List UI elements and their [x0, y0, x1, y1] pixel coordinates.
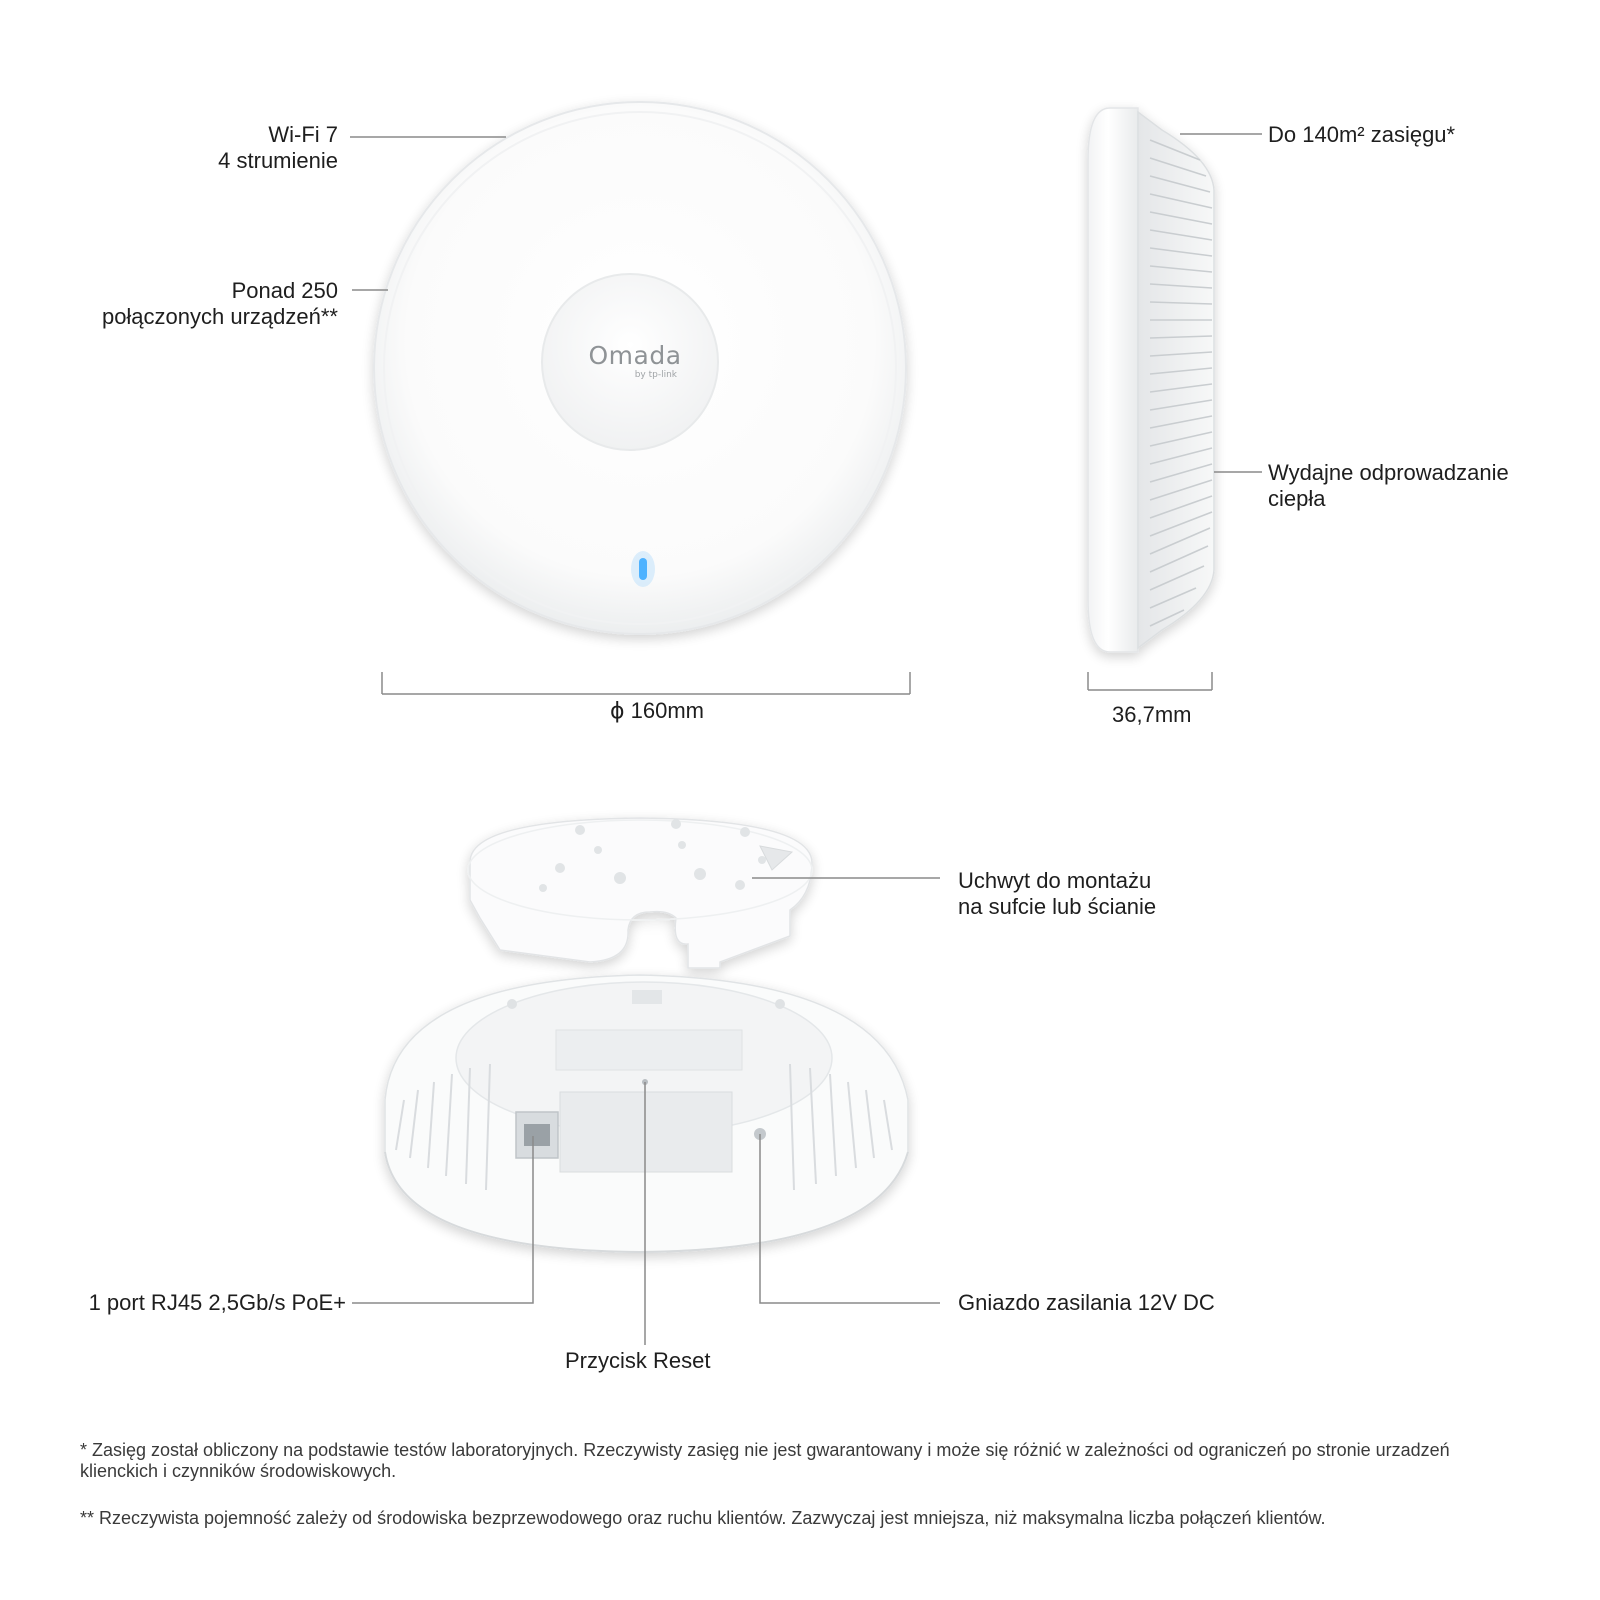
- diameter-dimension-bracket: [382, 672, 910, 694]
- label-mount-line1: Uchwyt do montażu: [958, 868, 1152, 893]
- label-clients: [102, 278, 338, 330]
- mounting-bracket: [468, 818, 812, 968]
- label-wifi-line2: 4 strumienie: [218, 148, 338, 173]
- footnote-coverage: * Zasięg został obliczony na podstawie testów laboratoryjnych. Rzeczywisty zasięg nie jest gwarantowany i może się różnić w zależności od ograniczeń po stronie urzadzeń klienckich i czynników środowiskowych.: [80, 1440, 1450, 1481]
- dimension-diameter-value: 160mm: [630, 698, 704, 723]
- label-heat-line1: Wydajne odprowadzanie: [1268, 460, 1509, 485]
- phi-icon: ϕ: [610, 699, 625, 724]
- label-plate: [556, 1030, 742, 1070]
- dimension-height: 36,7mm: [1112, 702, 1192, 727]
- dimension-diameter: [610, 698, 704, 725]
- label-mount: [958, 868, 1156, 920]
- label-clients-line1: Ponad 250: [231, 278, 338, 303]
- label-wifi: [218, 122, 338, 174]
- logo-subtext: by tp-link: [634, 370, 677, 380]
- label-mount-line2: na sufcie lub ścianie: [958, 894, 1157, 919]
- label-wifi-line1: Wi-Fi 7: [268, 122, 338, 147]
- label-clients-line2: połączonych urządzeń**: [101, 304, 338, 329]
- side-view-device: [1088, 108, 1214, 652]
- label-reset: Przycisk Reset: [565, 1348, 711, 1373]
- logo-text: Omada: [588, 341, 682, 370]
- label-coverage: Do 140m² zasięgu*: [1268, 122, 1456, 147]
- label-port: 1 port RJ45 2,5Gb/s PoE+: [88, 1290, 346, 1315]
- label-heat: [1268, 460, 1509, 512]
- label-heat-line2: ciepła: [1268, 486, 1326, 511]
- footnote-capacity: ** Rzeczywista pojemność zależy od środowiska bezprzewodowego oraz ruchu klientów. Zazwyczaj jest mniejsza, niż maksymalna liczba połączeń klientów.: [80, 1508, 1326, 1528]
- label-power: Gniazdo zasilania 12V DC: [958, 1290, 1215, 1315]
- bottom-view-device: [385, 975, 908, 1252]
- height-dimension-bracket: [1088, 672, 1212, 690]
- omada-logo: [585, 342, 685, 381]
